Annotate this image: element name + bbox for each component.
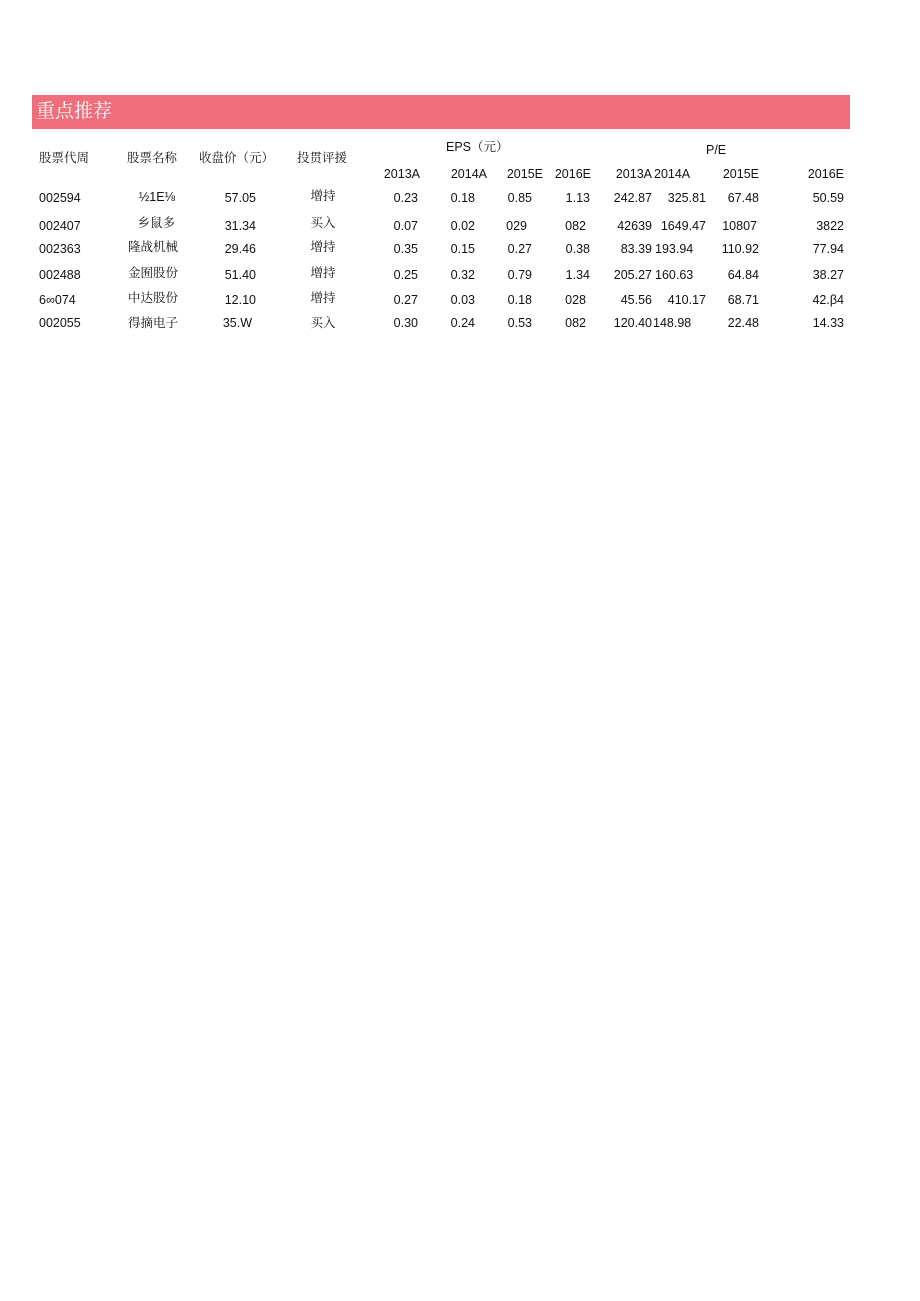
row-pe-2014: 193.94: [655, 242, 694, 256]
row-price: 31.34: [224, 219, 256, 233]
row-rating: 买入: [310, 316, 336, 330]
row-pe-2015: 64.84: [727, 268, 759, 282]
row-eps-2015: 0.27: [507, 242, 532, 256]
row-price: 12.10: [224, 293, 256, 307]
header-pe-2013: 2013A: [615, 167, 652, 181]
header-pe-2014: 2014A: [654, 167, 691, 181]
row-price: 51.40: [224, 268, 256, 282]
row-pe-2013: 42639: [617, 219, 652, 233]
row-eps-2014: 0.02: [450, 219, 475, 233]
row-eps-2015: 0.85: [507, 191, 532, 205]
header-code: 股票代周: [39, 151, 90, 165]
section-banner: [32, 95, 850, 129]
row-code: 002407: [39, 219, 81, 233]
header-pe-2016: 2016E: [807, 167, 844, 181]
row-eps-2016: 082: [565, 316, 586, 330]
row-pe-2016: 77.94: [812, 242, 844, 256]
row-code: 6∞074: [39, 293, 76, 307]
row-price: 35.W: [222, 316, 252, 330]
row-eps-2016: 1.34: [565, 268, 590, 282]
row-eps-2016: 1.13: [565, 191, 590, 205]
row-pe-2013: 45.56: [620, 293, 652, 307]
header-eps-2013: 2013A: [383, 167, 420, 181]
section-title: 重点推荐: [36, 101, 113, 122]
row-eps-2016: 082: [565, 219, 586, 233]
row-pe-2016: 42.β4: [812, 293, 844, 307]
row-pe-2016: 14.33: [812, 316, 844, 330]
row-pe-2014: 410.17: [667, 293, 706, 307]
row-eps-2014: 0.15: [450, 242, 475, 256]
row-eps-2014: 0.32: [450, 268, 475, 282]
header-pe-2015: 2015E: [722, 167, 759, 181]
row-eps-2015: 0.79: [507, 268, 532, 282]
header-pe-group: P/E: [706, 143, 727, 157]
row-eps-2013: 0.27: [393, 293, 418, 307]
row-rating: 增持: [310, 291, 336, 305]
row-price: 57.05: [224, 191, 256, 205]
row-eps-2016: 0.38: [565, 242, 590, 256]
row-pe-2015: 68.71: [727, 293, 759, 307]
row-pe-2015: 10807: [722, 219, 757, 233]
row-eps-2016: 028: [565, 293, 586, 307]
header-name: 股票名称: [127, 151, 178, 165]
row-pe-2013: 120.40: [613, 316, 652, 330]
row-rating: 增持: [310, 189, 336, 203]
header-eps-group: EPS（元）: [446, 140, 509, 154]
row-rating: 买入: [310, 216, 336, 230]
row-rating: 增持: [310, 240, 336, 254]
row-code: 002363: [39, 242, 81, 256]
header-eps-2016: 2016E: [554, 167, 591, 181]
row-eps-2014: 0.03: [450, 293, 475, 307]
row-code: 002488: [39, 268, 81, 282]
row-code: 002594: [39, 191, 81, 205]
row-pe-2015: 67.48: [727, 191, 759, 205]
row-eps-2013: 0.35: [393, 242, 418, 256]
row-eps-2015: 029: [506, 219, 527, 233]
row-pe-2013: 205.27: [613, 268, 652, 282]
row-name: 得摘电子: [127, 316, 178, 330]
row-pe-2014: 1649.47: [660, 219, 706, 233]
row-pe-2014: 148.98: [653, 316, 692, 330]
row-price: 29.46: [224, 242, 256, 256]
row-eps-2015: 0.18: [507, 293, 532, 307]
row-pe-2013: 83.39: [620, 242, 652, 256]
header-eps-2014: 2014A: [450, 167, 487, 181]
row-eps-2013: 0.30: [393, 316, 418, 330]
row-pe-2014: 325.81: [667, 191, 706, 205]
row-eps-2013: 0.07: [393, 219, 418, 233]
row-pe-2015: 22.48: [727, 316, 759, 330]
header-eps-2015: 2015E: [506, 167, 543, 181]
header-price: 收盘价（元）: [199, 151, 275, 165]
row-name: 隆战机械: [127, 240, 178, 254]
row-eps-2013: 0.23: [393, 191, 418, 205]
row-name: 乡鼠多: [137, 216, 175, 230]
row-pe-2015: 110.92: [721, 242, 759, 256]
row-pe-2014: 160.63: [655, 268, 694, 282]
row-pe-2016: 3822: [816, 219, 844, 233]
row-name: 金囿股份: [127, 266, 178, 280]
row-pe-2016: 38.27: [812, 268, 844, 282]
row-name: 中达股份: [127, 291, 178, 305]
header-rating: 投贯评援: [297, 151, 348, 165]
row-eps-2015: 0.53: [507, 316, 532, 330]
row-rating: 增持: [310, 266, 336, 280]
row-code: 002055: [39, 316, 81, 330]
row-eps-2014: 0.24: [450, 316, 475, 330]
row-eps-2014: 0.18: [450, 191, 475, 205]
row-pe-2016: 50.59: [812, 191, 844, 205]
row-eps-2013: 0.25: [393, 268, 418, 282]
row-pe-2013: 242.87: [613, 191, 652, 205]
row-name: ½1E⅛: [138, 190, 175, 204]
